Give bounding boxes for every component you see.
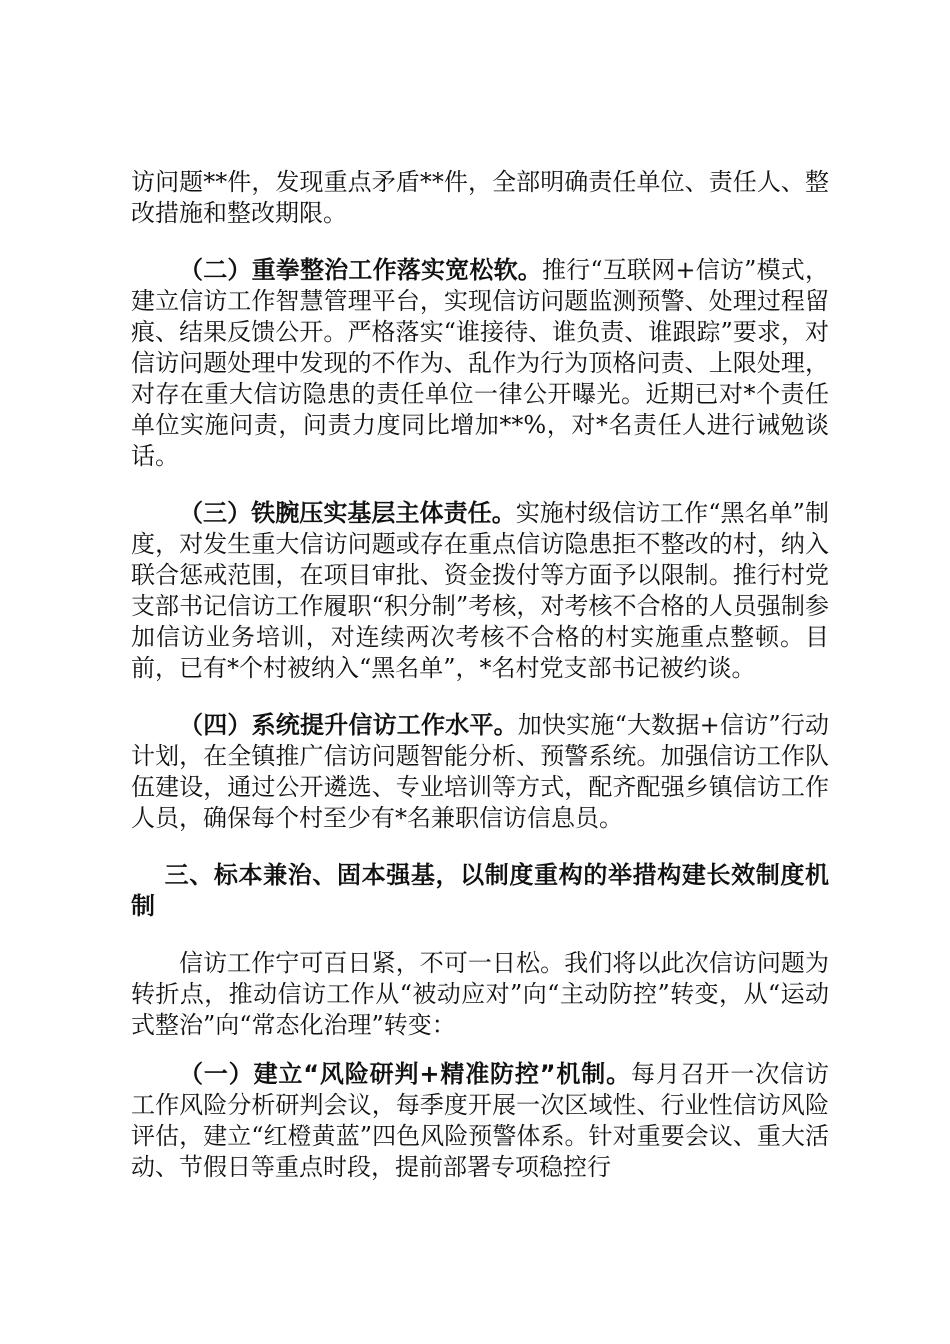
paragraph-text: 每月召开一次信访工作风险分析研判会议，每季度开展一次区域性、行业性信访风险评估，建立“红橙黄蓝”四色风险预警体系。针对重要会议、重大活动、节假日等重点时段，提前部署专项稳控行 [131, 1060, 829, 1181]
paragraph-text: 推行“互联网+信访”模式，建立信访工作智慧管理平台，实现信访问题监测预警、处理过程留痕、结果反馈公开。严格落实“谁接待、谁负责、谁跟踪”要求，对信访问题处理中发现的不作为、乱作为行为顶格问责、上限处理，对存在重大信访隐患的责任单位一律公开曝光。近期已对*个责任单位实施问责，问责力度同比增加**%，对*名责任人进行诫勉谈话。 [131, 256, 829, 470]
paragraph-continuation [131, 167, 829, 229]
paragraph-item-3 [131, 498, 829, 684]
paragraph-lead: （四）系统提升信访工作水平。 [179, 711, 518, 739]
section-heading: 三、标本兼治、固本强基，以制度重构的举措构建长效制度机制 [131, 861, 829, 920]
paragraph-text: 信访工作宁可百日紧，不可一日松。我们将以此次信访问题为转折点，推动信访工作从“被动应对”向“主动防控”转变，从“运动式整治”向“常态化治理”转变： [131, 949, 829, 1039]
paragraph-lead: （三）铁腕压实基层主体责任。 [179, 499, 516, 527]
paragraph-item-4 [131, 710, 829, 834]
document-body [131, 167, 829, 1183]
paragraph-text: 实施村级信访工作“黑名单”制度，对发生重大信访问题或存在重点信访隐患拒不整改的村，纳入联合惩戒范围，在项目审批、资金拨付等方面予以限制。推行村党支部书记信访工作履职“积分制”考核，对考核不合格的人员强制参加信访业务培训，对连续两次考核不合格的村实施重点整顿。目前，已有*个村被纳入“黑名单”，*名村党支部书记被约谈。 [131, 499, 830, 682]
paragraph-lead: （二）重拳整治工作落实宽松软。 [179, 256, 542, 284]
paragraph-item-2 [131, 255, 829, 472]
paragraph-intro [131, 948, 829, 1041]
paragraph-item-1 [131, 1059, 829, 1183]
paragraph-text: 访问题**件，发现重点矛盾**件，全部明确责任单位、责任人、整改措施和整改期限。 [131, 168, 829, 227]
paragraph-text: 加快实施“大数据+信访”行动计划，在全镇推广信访问题智能分析、预警系统。加强信访工作队伍建设，通过公开遴选、专业培训等方式，配齐配强乡镇信访工作人员，确保每个村至少有*名兼职信访信息员。 [131, 711, 830, 832]
paragraph-lead: （一）建立“风险研判+精准防控”机制。 [179, 1060, 631, 1088]
